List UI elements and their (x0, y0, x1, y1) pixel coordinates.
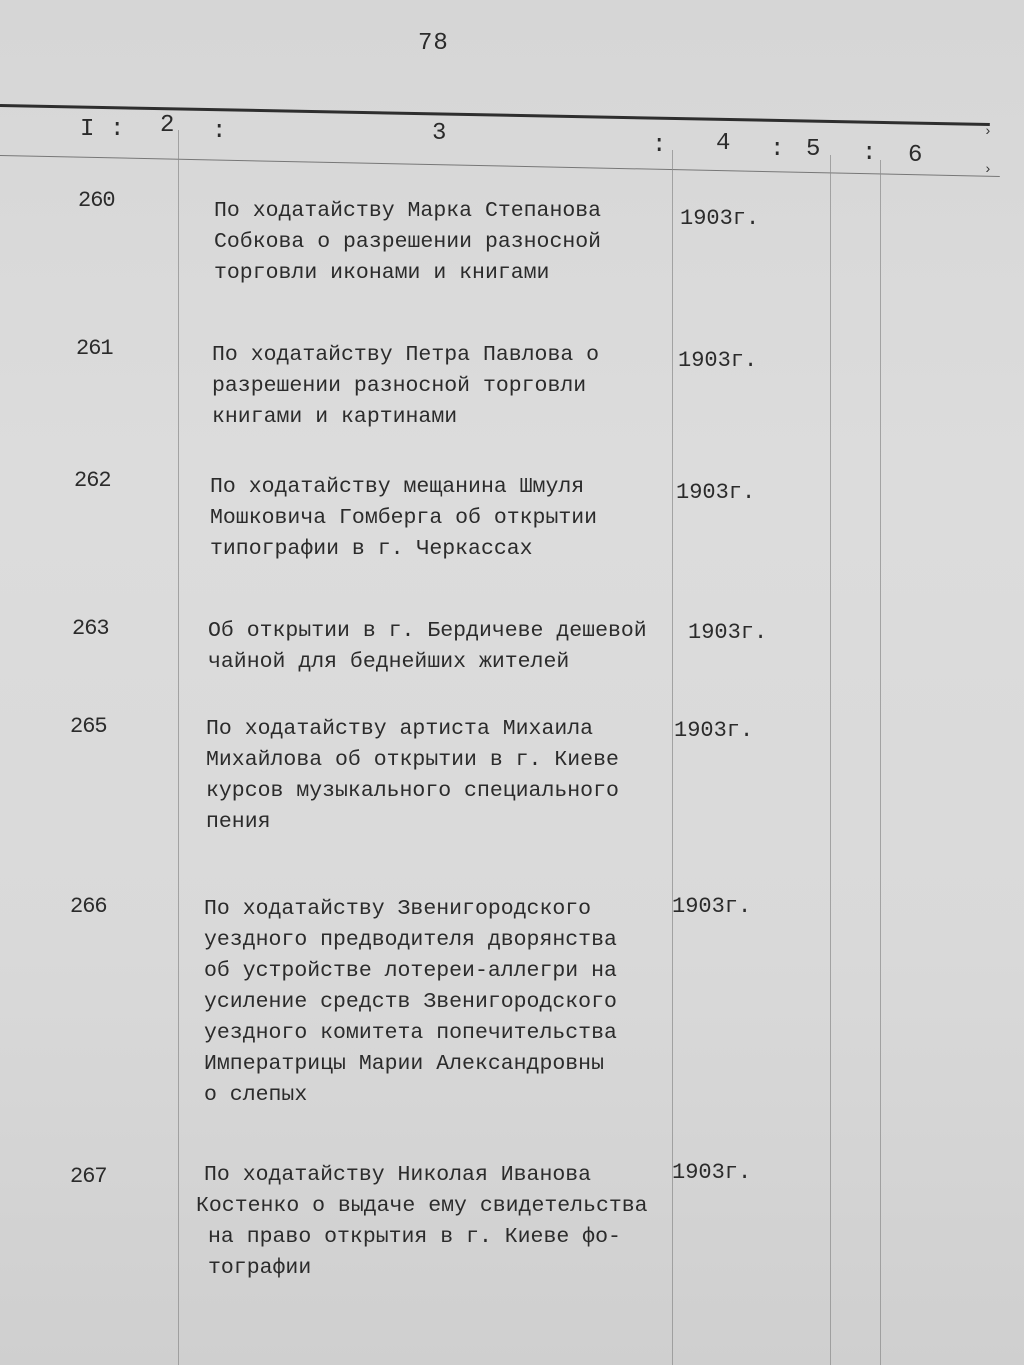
column-divider-1 (178, 130, 179, 1365)
entry-year: 1903г. (680, 206, 760, 231)
entry-line: уездного предводителя дворянства (204, 928, 617, 952)
column-divider-3 (830, 155, 831, 1365)
entry-line: чайной для беднейших жителей (208, 650, 570, 674)
entry-line: курсов музыкального специального (206, 779, 619, 803)
entry-number: 265 (70, 714, 107, 739)
header-col-3: 3 (432, 120, 447, 147)
entry-description (206, 714, 619, 838)
entry-line: Мошковича Гомберга об открытии (210, 506, 598, 530)
entry-line: уездного комитета попечительства (204, 1021, 617, 1045)
entry-number: 261 (76, 336, 113, 361)
page-number: 78 (418, 30, 449, 57)
entry-year: 1903г. (674, 718, 754, 743)
header-sep-5: : (862, 140, 877, 167)
header-col-6: 6 (908, 142, 923, 169)
entry-line: усиление средств Звенигородского (204, 990, 617, 1014)
entry-description (210, 472, 597, 565)
entry-number: 266 (70, 894, 107, 919)
entry-line: книгами и картинами (212, 405, 458, 429)
entry-line: Собкова о разрешении разносной (214, 230, 602, 254)
entry-line: о слепых (204, 1083, 308, 1107)
entry-line: По ходатайству Николая Иванова (204, 1163, 592, 1187)
header-col-4: 4 (716, 130, 731, 157)
entry-description (214, 196, 601, 289)
entry-description (208, 616, 647, 678)
entry-line: Императрицы Марии Александровны (204, 1052, 604, 1076)
entry-line: Об открытии в г. Бердичеве дешевой (208, 619, 647, 643)
entry-line: По ходатайству Звенигородского (204, 897, 592, 921)
header-col-5: 5 (806, 136, 821, 163)
header-col-2: 2 (160, 112, 175, 139)
entry-number: 267 (70, 1164, 107, 1189)
entry-line: По ходатайству Петра Павлова о (212, 343, 600, 367)
entry-line: По ходатайству артиста Михаила (206, 717, 594, 741)
entry-line: типографии в г. Черкассах (210, 537, 533, 561)
entry-line: пения (206, 810, 271, 834)
entry-number: 263 (72, 616, 109, 641)
entry-line: торговли иконами и книгами (214, 261, 550, 285)
column-divider-4 (880, 160, 881, 1365)
entry-year: 1903г. (672, 1160, 752, 1185)
entry-description (196, 1160, 648, 1284)
entry-line: тографии (208, 1256, 312, 1280)
right-edge-mark-top: › (983, 124, 992, 140)
right-edge-mark-bottom: › (983, 162, 992, 178)
entry-description (204, 894, 617, 1111)
entry-line: Костенко о выдаче ему свидетельства (196, 1194, 648, 1218)
header-sep-3: : (652, 132, 667, 159)
entry-line: Михайлова об открытии в г. Киеве (206, 748, 619, 772)
entry-line: разрешении разносной торговли (212, 374, 587, 398)
header-sep-2: : (212, 118, 227, 145)
header-col-1: I (80, 116, 95, 143)
entry-line: По ходатайству мещанина Шмуля (210, 475, 585, 499)
header-top-rule (0, 104, 990, 126)
header-sep-4: : (770, 136, 785, 163)
entry-year: 1903г. (676, 480, 756, 505)
entry-description (212, 340, 599, 433)
entry-line: на право открытия в г. Киеве фо- (208, 1225, 621, 1249)
header-sep-1: : (110, 116, 125, 143)
entry-line: об устройстве лотереи-аллегри на (204, 959, 617, 983)
entry-year: 1903г. (688, 620, 768, 645)
entry-year: 1903г. (672, 894, 752, 919)
entry-line: По ходатайству Марка Степанова (214, 199, 602, 223)
entry-number: 262 (74, 468, 111, 493)
header-bottom-rule (0, 155, 1000, 177)
entry-number: 260 (78, 188, 115, 213)
entry-year: 1903г. (678, 348, 758, 373)
